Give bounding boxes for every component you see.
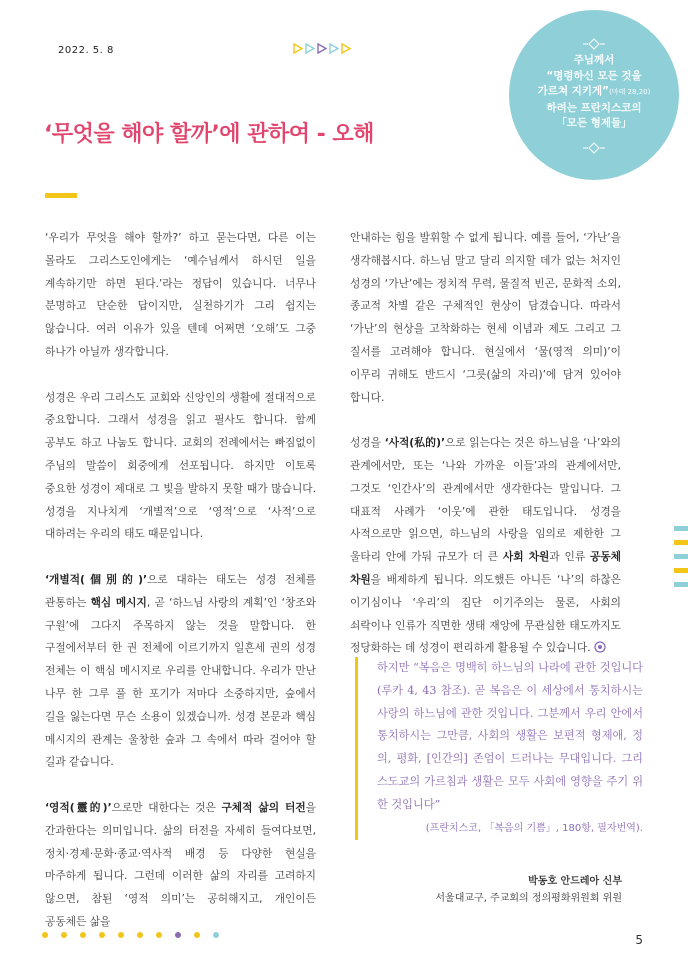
paragraph: ‘개별적(個別的)’으로 대하는 태도는 성경 전체를 관통하는 핵심 메시지, 곧 ‘하느님 사랑의 계획’인 ‘창조와 구원’에 그다지 주목하지 않는 것을 말합니다. 한 구절에서부터 한 권 전체에 이르기까지 일흔세 권의 성경 전체는 이 핵심 메시지로 우리를 안내합니다. 우리가 만난 나무 한 그루 풀 한 포기가 저마다 소중하지만, 숲에서 길을 잃는다면 무슨 소용이 있겠습니까. 성경 본문과 핵심 메시지의 관계는 울창한 숲과 그 속에서 따라 걸어야 할 길과 같습니다. [45, 572, 316, 769]
diamond-icon [583, 38, 605, 50]
author-block [435, 873, 622, 907]
paragraph: 성경을 ‘사적(私的)’으로 읽는다는 것은 하느님을 ‘나’와의 관계에서만, 또는 ‘나와 가까운 이들’과의 관계에서만, 그것도 ‘인간사’의 관계에서만 생각한다는 말입니다. 그 대표적 사례가 ‘이웃’에 관한 태도입니다. 성경을 사적으로만 읽으면, 하느님의 사랑을 임의로 제한한 그 울타리 안에 가둬 규모가 더 큰 사회 차원과 인류 공동체 차원을 배제하게 됩니다. 의도했든 아니든 ‘나’의 하찮은 이기심이나 ‘우리’의 집단 이기주의는 물론, 사회의 쇠락이나 인류가 직면한 생태 재앙에 무관심한 태도까지도 정당화하는 데 성경이 편리하게 활용될 수 있습니다. [350, 436, 622, 655]
footer-dot [42, 932, 48, 938]
page-number: 5 [635, 933, 643, 947]
badge-line: 하려는 프란치스코의 [546, 101, 642, 114]
end-mark-icon [594, 641, 606, 653]
title-underline [45, 193, 77, 198]
arrow-icon [329, 43, 339, 54]
side-bar-mark [674, 582, 688, 587]
arrow-decoration [293, 43, 351, 54]
side-bar-mark [674, 540, 688, 545]
author-role: 서울대교구, 주교회의 정의평화위원회 위원 [435, 893, 622, 904]
right-column [350, 227, 621, 683]
badge-line: 가르쳐 지키게”(마태 28,20) [537, 85, 651, 97]
arrow-icon [317, 43, 327, 54]
footer-dot [175, 932, 181, 938]
footer-dots [42, 932, 219, 938]
date: 2022. 5. 8 [58, 45, 114, 56]
footer-dot [61, 932, 67, 938]
page-title: ‘무엇을 해야 할까’에 관하여 - 오해 [44, 122, 374, 147]
footer-dot [137, 932, 143, 938]
footer-dot [118, 932, 124, 938]
author-name: 박동호 안드레아 신부 [528, 876, 622, 887]
side-bar-mark [674, 568, 688, 573]
paragraph: 안내하는 힘을 발휘할 수 없게 됩니다. 예를 들어, ‘가난’을 생각해봅시다. 하느님 말고 달리 의지할 데가 없는 처지인 성경의 ‘가난’에는 정치적 무력, 물질적 빈곤, 문화적 소외, 종교적 차별 같은 구체적인 현상이 담겼습니다. 따라서 ‘가난’의 현상을 고착화하는 현세 이념과 제도 그리고 그 질서를 고려해야 합니다. 현실에서 ‘물(영적 의미)’이 이무리 귀해도 반드시 ‘그릇(삶의 자리)’에 담겨 있어야 합니다. [350, 231, 621, 404]
badge-circle [509, 10, 679, 180]
side-bars [674, 526, 688, 596]
badge-line: 주님께서 [573, 54, 615, 66]
left-column [45, 227, 316, 957]
side-bar-mark [674, 526, 688, 531]
footer-dot [194, 932, 200, 938]
badge-text [517, 53, 671, 132]
arrow-icon [293, 43, 303, 54]
paragraph: ‘영적(靈的)’으로만 대한다는 것은 구체적 삶의 터전을 간과한다는 의미입니다. 삶의 터전을 자세히 들여다보면, 정치·경제·문화·종교·역사적 배경 등 다양한 현실을 마주하게 됩니다. 그런데 이러한 삶의 자리를 고려하지 않으면, 참된 ‘영적 의미’는 공허해지고, 개인이든 공동체든 삶을 [45, 800, 316, 928]
badge-line: 「모든 형제들」 [556, 117, 632, 129]
quote-citation: (프란치스코, 「복음의 기쁨」, 180항, 필자번역). [425, 822, 643, 834]
badge-line: “명령하신 모든 것을 [546, 69, 642, 82]
footer-dot [80, 932, 86, 938]
footer-dot [213, 932, 219, 938]
paragraph: 성경은 우리 그리스도 교회와 신앙인의 생활에 절대적으로 중요합니다. 그래서 성경을 읽고 필사도 합니다. 함께 공부도 하고 나눔도 합니다. 교회의 전례에서는 빠짐없이 주님의 말씀이 회중에게 선포됩니다. 하지만 이토록 중요한 성경이 제대로 그 빛을 발하지 못할 때가 많습니다. 성경을 지나치게 ‘개별적’으로 ‘영적’으로 ‘사적’으로 대하려는 우리의 태도 때문입니다. [45, 390, 316, 541]
pull-quote [355, 657, 643, 840]
diamond-icon [583, 142, 605, 154]
quote-text: 하지만 “복음은 명백히 하느님의 나라에 관한 것입니다(루카 4, 43 참조). 곧 복음은 이 세상에서 통치하시는 사랑의 하느님에 관한 것입니다. 그분께서 우리 안에서 통치하시는 그만큼, 사회의 생활은 보편적 형제애, 정의, 평화, [인간의] 존엄이 드러나는 무대입니다. 그리스도교의 가르침과 생활은 모두 사회에 영향을 주기 위한 것입니다” [377, 661, 643, 811]
side-bar-mark [674, 554, 688, 559]
paragraph: ‘우리가 무엇을 해야 할까?’ 하고 묻는다면, 다른 이는 몰라도 그리스도인에게는 ‘예수님께서 하시던 일을 계속하기만 하면 된다.’라는 정답이 있습니다. 너무나 분명하고 단순한 답이지만, 실천하기가 그리 쉽지는 않습니다. 여러 이유가 있을 텐데 어쩌면 ‘오해’도 그중 하나가 아닐까 생각합니다. [45, 231, 316, 358]
arrow-icon [341, 43, 351, 54]
arrow-icon [305, 43, 315, 54]
footer-dot [99, 932, 105, 938]
footer-dot [156, 932, 162, 938]
